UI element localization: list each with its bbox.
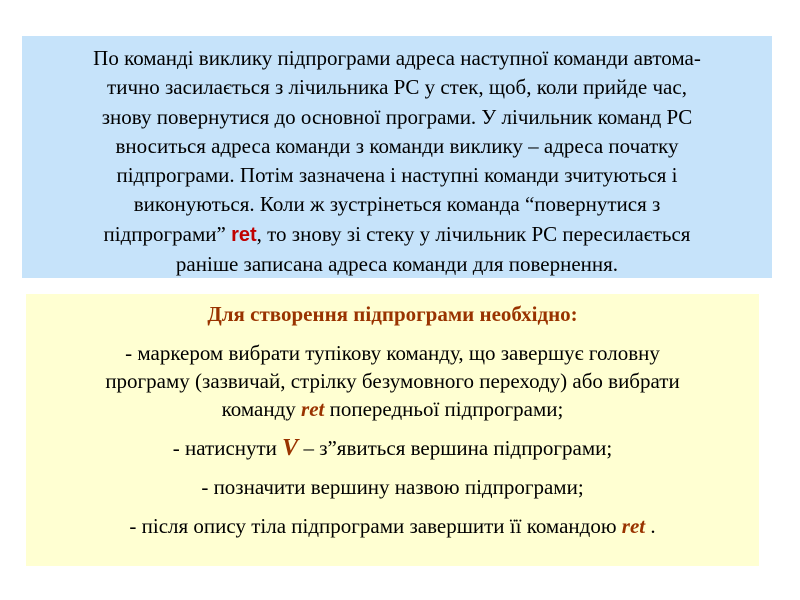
instruction-text: – з”явиться вершина підпрограми; xyxy=(298,436,613,460)
description-line: тично засилається з лічильника PC у стек, щоб, коли прийде час, xyxy=(107,75,687,100)
instruction-text: - натиснути xyxy=(172,436,283,460)
instruction-item-1 xyxy=(30,339,755,423)
ret-keyword: ret xyxy=(301,397,325,421)
description-line: підпрограми” xyxy=(103,221,232,246)
instruction-text: - позначити вершину назвою підпрограми; xyxy=(201,475,584,499)
description-line: , то знову зі стеку у лічильник PC пересилається xyxy=(256,221,691,246)
ret-keyword: ret xyxy=(621,514,646,538)
description-line: По команді виклику підпрограми адреса наступної команди автома- xyxy=(93,46,701,70)
instruction-text: . xyxy=(645,514,656,538)
description-line: виконуються. Коли ж зустрінеться команда “повернутися з xyxy=(133,192,661,217)
description-line: підпрограми. Потім зазначена і наступні команди зчитуються і xyxy=(116,163,678,188)
v-key: V xyxy=(282,435,299,461)
description-panel xyxy=(22,36,772,278)
instruction-text: команду xyxy=(221,397,302,421)
ret-keyword: ret xyxy=(231,223,257,246)
instructions-heading: Для створення підпрограми необхідно: xyxy=(207,302,578,326)
description-line: знову повернутися до основної програми. У лічильник команд PC xyxy=(101,104,693,129)
instructions-panel xyxy=(26,294,759,566)
instruction-text: програму (зазвичай, стрілку безумовного переходу) або вибрати xyxy=(105,369,680,393)
description-line: раніше записана адреса команди для повернення. xyxy=(175,252,619,277)
instruction-text: - після опису тіла підпрограми завершити її командою xyxy=(129,514,622,538)
description-paragraph xyxy=(32,44,762,279)
instruction-item-3 xyxy=(30,473,755,501)
instruction-item-4 xyxy=(30,512,755,540)
instruction-text: попередньої підпрограми; xyxy=(324,397,564,421)
description-line: вноситься адреса команди з команди виклику – адреса початку xyxy=(115,133,679,158)
instruction-text: - маркером вибрати тупікову команду, що завершує головну xyxy=(125,341,660,365)
instruction-item-2 xyxy=(30,434,755,462)
